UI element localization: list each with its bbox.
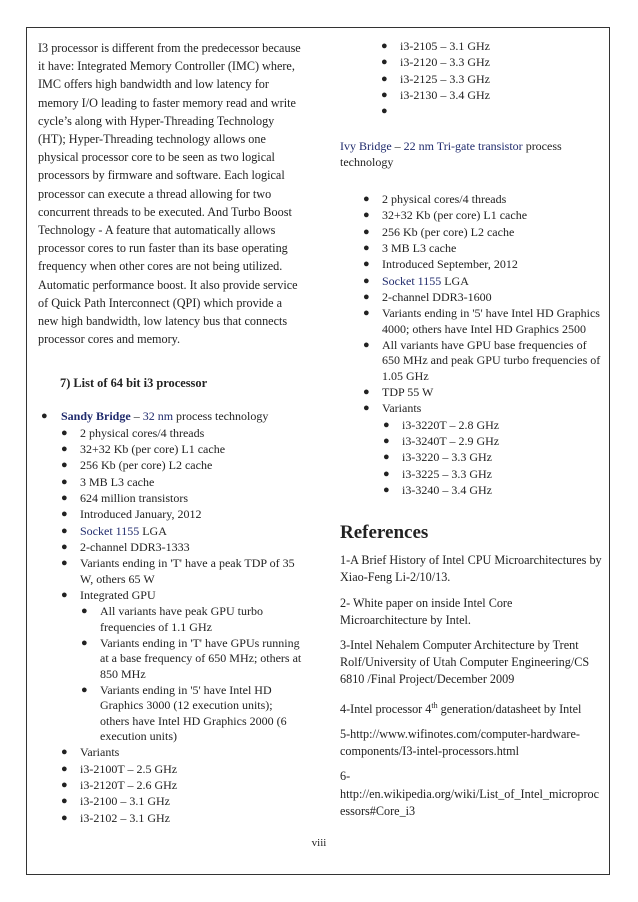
sandy-bridge-list [38,409,303,826]
socket-link[interactable]: Socket 1155 [382,273,442,288]
bullet-icon: ● [61,443,68,456]
list-item: ● i3-2102 – 3.1 GHz [61,810,170,825]
bullet-icon: ● [363,290,370,303]
reference-item: 4-Intel processor 4th generation/datasheet by Intel [340,700,582,716]
bullet-icon: ● [363,338,370,351]
list-item: ● Integrated GPU [61,587,156,602]
bullet-icon: ● [81,636,88,649]
reference-item: 3-Intel Nehalem Computer Architecture by Trent Rolf/University of Utah Computer Engineering/CS 6810 /Final Project/December 2009 [340,638,590,687]
list-item: ● i3-3220 – 3.3 GHz [383,450,492,465]
bullet-icon: ● [383,418,390,431]
bullet-icon: ● [61,811,68,824]
bullet-icon: ● [363,225,370,238]
bullet-icon: ● [61,491,68,504]
list-item: ● Introduced September, 2012 [363,257,518,272]
bullet-icon: ● [61,588,68,601]
list-item: ● i3-3240T – 2.9 GHz [383,433,500,448]
reference-link[interactable]: 5-http://www.wifinotes.com/computer-hardware-components/I3-intel-processors.html [340,726,580,759]
bullet-icon: ● [61,779,68,792]
list-item: ● 2-channel DDR3-1600 [363,289,492,304]
bullet-icon: ● [381,105,388,118]
ivy-nm: 22 nm [403,139,434,154]
list-item: ● All variants have peak GPU turbo frequencies of 1.1 GHz [81,604,263,634]
bullet-icon: ● [81,605,88,618]
bullet-icon: ● [61,557,68,570]
bullet-icon: ● [41,410,48,423]
list-item: ● i3-2105 – 3.1 GHz [381,39,490,53]
bullet-icon: ● [61,475,68,488]
list-item: ● Socket 1155 LGA [363,273,469,288]
bullet-icon: ● [383,434,390,447]
bullet-icon: ● [383,467,390,480]
bullet-icon: ● [61,795,68,808]
sandy-bridge-item [41,409,303,424]
list-item: ● 32+32 Kb (per core) L1 cache [61,442,226,457]
list-item: ● 624 million transistors [61,490,188,505]
sandy-bridge-name: Sandy Bridge [61,409,131,424]
bullet-icon: ● [61,426,68,439]
sandy-rest: process technology [173,409,269,424]
list-item: ● Introduced January, 2012 [61,507,202,522]
bullet-icon: ● [383,483,390,496]
list-item: ● All variants have GPU base frequencies of 650 MHz and peak GPU turbo frequencies of 1.05 GHz [363,337,601,383]
list-item: ● i3-3240 – 3.4 GHz [383,482,492,497]
list-item: ● 3 MB L3 cache [61,474,155,489]
bullet-icon: ● [61,746,68,759]
separator: – [130,409,143,424]
list-item: ● Socket 1155 LGA [61,523,167,538]
list-item: ● Variants ending in 'T' have a peak TDP of 35 W, others 65 W [61,556,295,586]
bullet-icon: ● [363,209,370,222]
bullet-icon: ● [363,242,370,255]
list-item: ● i3-2120T – 2.6 GHz [61,778,178,793]
list-item: ● i3-3225 – 3.3 GHz [383,466,492,481]
ivy-bridge-list [340,192,602,498]
list-item: ● 2 physical cores/4 threads [61,425,205,440]
bullet-icon: ● [383,451,390,464]
sandy-nm: 32 nm [142,409,174,424]
bullet-icon: ● [381,88,388,101]
ivy-bridge-name: Ivy Bridge [340,139,392,154]
bullet-icon: ● [61,540,68,553]
bullet-icon: ● [61,762,68,775]
bullet-icon: ● [61,524,68,537]
intro-paragraph: I3 processor is different from the predecessor because it have: Integrated Memory Controller (IMC) where, IMC offers high bandwidth and low latency for memory I/O leading to faster memory read and write cycle’s along with Hyper-Threading Technology (HT); Hyper-Threading technology allows one physical processor core to be seen as two logical processors by firmware and software. Each logical processor can execute a thread allowing for two concurrent threads to be executed. And Turbo Boost Technology - A feature that automatically allows processor cores to run faster than its base operating frequency when other cores are not being utilized. Automatic performance boost. It also provide service of Quick Path Interconnect (QPI) which provide a new high bandwidth, low latency bus that connects processor cores and memory. [38,41,301,347]
left-column [38,39,303,827]
list-item: ● Variants ending in '5' have Intel HD Graphics 3000 (12 execution units); others have Intel HD Graphics 2000 (6 execution units) [81,682,287,744]
list-item [381,104,602,119]
list-item: ● i3-2125 – 3.3 GHz [381,71,490,86]
list-item: ● i3-2100T – 2.5 GHz [61,761,178,776]
reference-link[interactable]: 6- http://en.wikipedia.org/wiki/List_of_Intel_microprocessors#Core_i3 [340,769,600,818]
bullet-icon: ● [363,193,370,206]
list-item: ● 256 Kb (per core) L2 cache [61,458,213,473]
bullet-icon: ● [363,307,370,320]
bullet-icon: ● [363,386,370,399]
reference-item: 1-A Brief History of Intel CPU Microarchitectures by Xiao-Feng Li-2/10/13. [340,553,602,585]
list-item: ● i3-3220T – 2.8 GHz [383,417,500,432]
list-item: ● i3-2130 – 3.4 GHz [381,87,490,102]
bullet-icon: ● [363,402,370,415]
list-item: ● TDP 55 W [363,385,434,400]
bullet-icon: ● [381,40,388,52]
bullet-icon: ● [81,683,88,696]
list-item: ● Variants ending in 'T' have GPUs running at a base frequency of 650 MHz; others at 850 MHz [81,635,302,681]
list-item: ● 3 MB L3 cache [363,241,457,256]
list-item: ● 32+32 Kb (per core) L1 cache [363,208,528,223]
list-item: ● Variants [363,401,422,416]
bullet-icon: ● [363,274,370,287]
tri-gate-link[interactable]: Tri-gate transistor [436,139,523,154]
bullet-icon: ● [381,72,388,85]
sandy-variants-continued [340,39,602,119]
list-item: ● Variants ending in '5' have Intel HD Graphics 4000; others have Intel HD Graphics 2500 [363,306,600,336]
socket-link[interactable]: Socket 1155 [80,523,140,538]
list-item: ● 256 Kb (per core) L2 cache [363,224,515,239]
section-heading: 7) List of 64 bit i3 processor [60,376,208,391]
bullet-icon: ● [61,459,68,472]
page-number: viii [311,837,327,849]
list-item: ● Variants [61,745,120,760]
right-column [340,39,602,828]
bullet-icon: ● [61,508,68,521]
bullet-icon: ● [363,258,370,271]
list-item: ● i3-2120 – 3.3 GHz [381,55,490,70]
references-title: References [340,522,429,544]
list-item: ● i3-2100 – 3.1 GHz [61,794,170,809]
list-item: ● 2-channel DDR3-1333 [61,539,190,554]
bullet-icon: ● [381,56,388,69]
reference-item: 2- White paper on inside Intel Core Microarchitecture by Intel. [340,595,513,627]
list-item: ● 2 physical cores/4 threads [363,192,507,207]
ivy-bridge-heading: Ivy Bridge – 22 nm Tri-gate transistor process technology [340,139,562,169]
